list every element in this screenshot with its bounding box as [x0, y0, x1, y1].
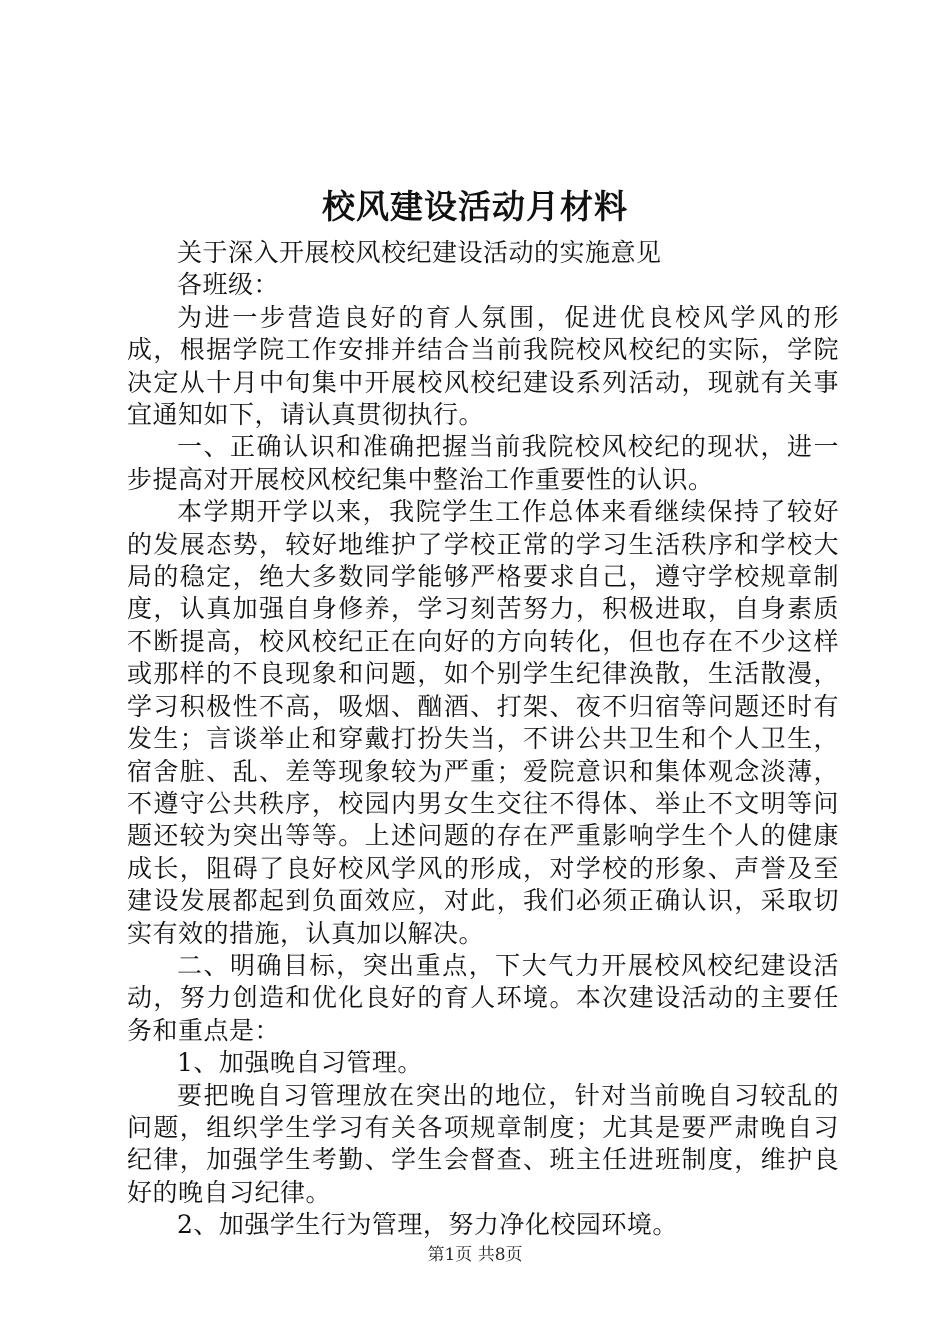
- subtitle-paragraph: 关于深入开展校风校纪建设活动的实施意见: [177, 238, 662, 267]
- section-heading-paragraph: 一、正确认识和准确把握当前我院校风校纪的现状，进一步提高对开展校风校纪集中整治工作重要性的认识。: [127, 432, 839, 494]
- list-item-heading: 2、加强学生行为管理，努力净化校园环境。: [177, 1210, 678, 1240]
- list-item-heading: 1、加强晚自习管理。: [177, 1048, 423, 1078]
- page-number-footer: 第1页 共8页: [427, 1245, 523, 1265]
- salutation-paragraph: 各班级：: [177, 270, 280, 300]
- section-heading-paragraph: 二、明确目标，突出重点，下大气力开展校风校纪建设活动，努力创造和优化良好的育人环境。本次建设活动的主要任务和重点是：: [127, 950, 839, 1045]
- body-paragraph: 为进一步营造良好的育人氛围，促进优良校风学风的形成，根据学院工作安排并结合当前我院校风校纪的实际，学院决定从十月中旬集中开展校风校纪建设系列活动，现就有关事宜通知如下，请认真贯彻执行。: [127, 302, 839, 430]
- body-paragraph: 本学期开学以来，我院学生工作总体来看继续保持了较好的发展态势，较好地维护了学校正常的学习生活秩序和学校大局的稳定，绝大多数同学能够严格要求自己，遵守学校规章制度，认真加强自身修养，学习刻苦努力，积极进取，自身素质不断提高，校风校纪正在向好的方向转化，但也存在不少这样或那样的不良现象和问题，如个别学生纪律涣散，生活散漫，学习积极性不高，吸烟、酗酒、打架、夜不归宿等问题还时有发生；言谈举止和穿戴打扮失当，不讲公共卫生和个人卫生，宿舍脏、乱、差等现象较为严重；爱院意识和集体观念淡薄，不遵守公共秩序，校园内男女生交往不得体、举止不文明等问题还较为突出等等。上述问题的存在严重影响学生个人的健康成长，阻碍了良好校风学风的形成，对学校的形象、声誉及至建设发展都起到负面效应，对此，我们必须正确认识，采取切实有效的措施，认真加以解决。: [127, 497, 839, 948]
- body-paragraph: 要把晚自习管理放在突出的地位，针对当前晚自习较乱的问题，组织学生学习有关各项规章制度；尤其是要严肃晚自习纪律，加强学生考勤、学生会督查、班主任进班制度，维护良好的晚自习纪律。: [127, 1080, 839, 1207]
- document-body: [127, 237, 839, 1242]
- document-title: 校风建设活动月材料: [322, 187, 628, 226]
